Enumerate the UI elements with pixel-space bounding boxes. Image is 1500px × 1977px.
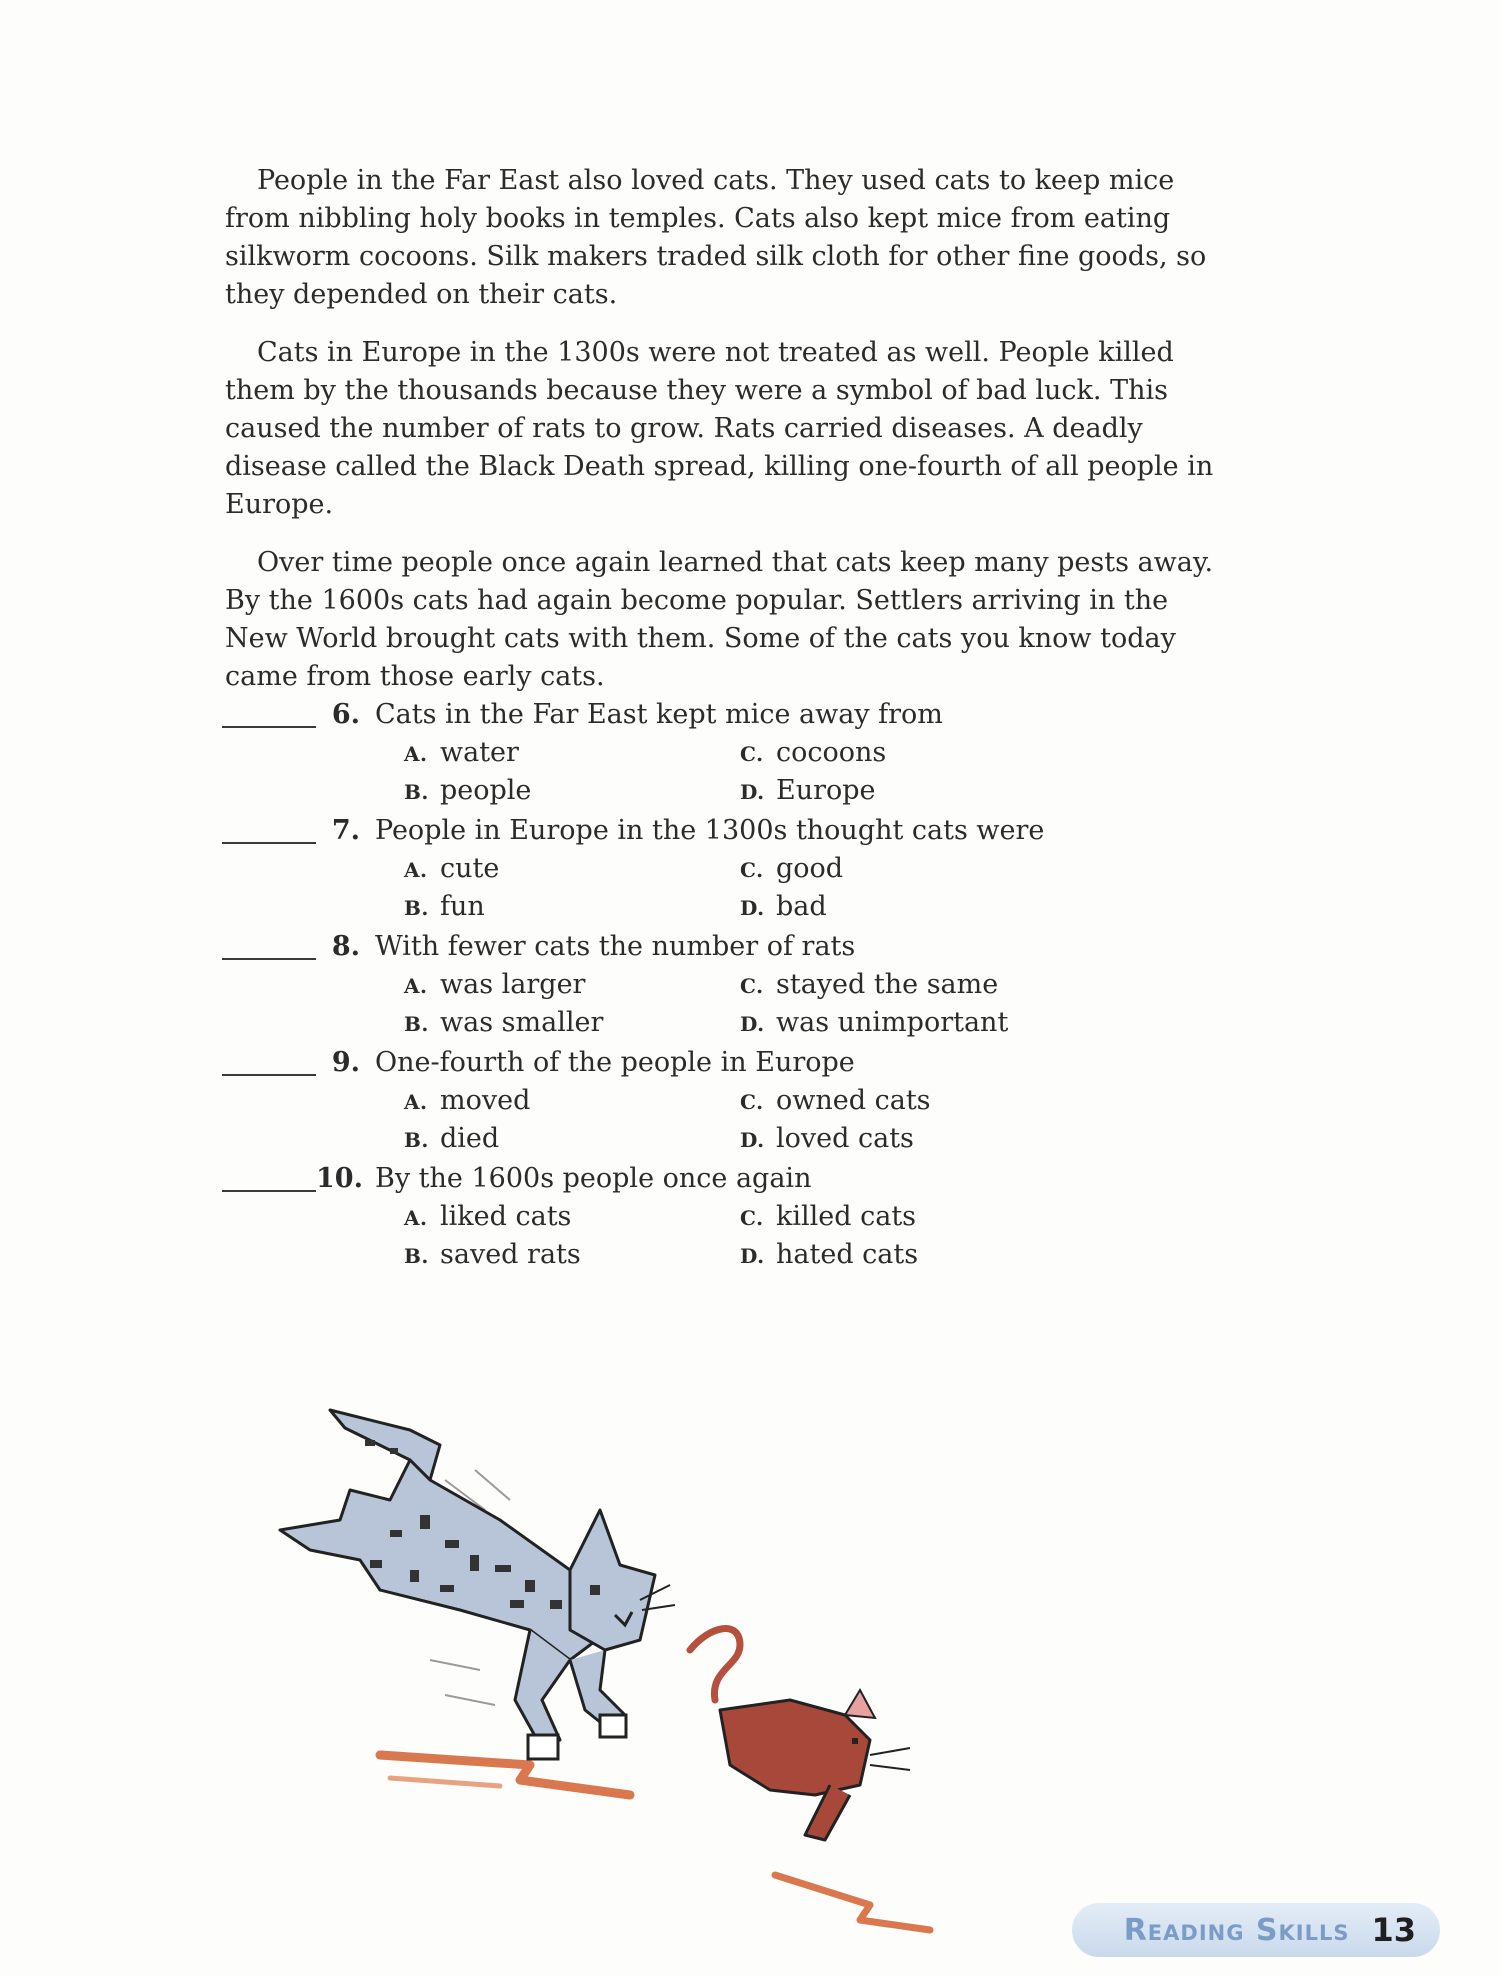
question-stem: With fewer cats the number of rats — [375, 931, 856, 962]
answer-blank-8[interactable] — [222, 958, 316, 960]
answer-blank-9[interactable] — [222, 1074, 316, 1076]
answer-blank-10[interactable] — [222, 1190, 316, 1192]
option-d: D. hated cats — [740, 1239, 919, 1270]
passage-paragraph-3: Over time people once again learned that cats keep many pests away. By the 1600s cats had again become popular. Settlers arriving in the New World brought cats with them. Some of the cats you know today came from those early cats. — [225, 547, 1214, 692]
option-c: C. good — [740, 853, 844, 884]
option-d: D. bad — [740, 891, 827, 922]
option-b: B. saved rats — [404, 1239, 581, 1270]
question-number: 8. — [331, 931, 360, 962]
option-b: B. died — [404, 1123, 500, 1154]
option-a: A. water — [404, 737, 519, 768]
question-stem: Cats in the Far East kept mice away from — [375, 699, 943, 730]
question-stem: One-fourth of the people in Europe — [375, 1047, 855, 1078]
question-stem: By the 1600s people once again — [375, 1163, 812, 1194]
option-c: C. killed cats — [740, 1201, 917, 1232]
page-number: 13 — [1371, 1911, 1416, 1949]
option-b: B. fun — [404, 891, 485, 922]
option-d: D. Europe — [740, 775, 876, 806]
answer-blank-6[interactable] — [222, 726, 316, 728]
answer-blank-7[interactable] — [222, 842, 316, 844]
question-6 — [222, 696, 1242, 810]
option-c: C. stayed the same — [740, 969, 999, 1000]
question-7 — [222, 812, 1242, 926]
cat-icon — [280, 1410, 675, 1759]
footer-section-label: Reading Skills — [1123, 1912, 1350, 1948]
question-list — [222, 696, 1242, 1276]
option-c: C. owned cats — [740, 1085, 931, 1116]
option-b: B. people — [404, 775, 532, 806]
page-footer-tab — [1072, 1903, 1440, 1957]
question-9 — [222, 1044, 1242, 1158]
question-number: 6. — [331, 699, 360, 730]
passage-paragraph-1: People in the Far East also loved cats. They used cats to keep mice from nibbling holy books in temples. Cats also kept mice from eating silkworm cocoons. Silk makers traded silk cloth for other fine goods, so they depended on their cats. — [225, 165, 1207, 310]
reading-passage — [225, 162, 1230, 716]
option-a: A. was larger — [404, 969, 586, 1000]
question-10 — [222, 1160, 1242, 1274]
question-number: 9. — [331, 1047, 360, 1078]
option-d: D. loved cats — [740, 1123, 914, 1154]
option-a: A. cute — [404, 853, 500, 884]
question-stem: People in Europe in the 1300s thought cats were — [375, 815, 1045, 846]
option-c: C. cocoons — [740, 737, 887, 768]
question-number: 7. — [331, 815, 360, 846]
option-d: D. was unimportant — [740, 1007, 1009, 1038]
option-b: B. was smaller — [404, 1007, 604, 1038]
cat-chasing-mouse-illustration — [270, 1400, 1070, 1940]
question-number: 10. — [316, 1163, 363, 1194]
mouse-icon — [690, 1629, 910, 1840]
passage-paragraph-2: Cats in Europe in the 1300s were not treated as well. People killed them by the thousands because they were a symbol of bad luck. This caused the number of rats to grow. Rats carried diseases. A deadly disease called the Black Death spread, killing one-fourth of all people in Europe. — [225, 337, 1214, 520]
option-a: A. moved — [404, 1085, 531, 1116]
question-8 — [222, 928, 1242, 1042]
option-a: A. liked cats — [404, 1201, 572, 1232]
